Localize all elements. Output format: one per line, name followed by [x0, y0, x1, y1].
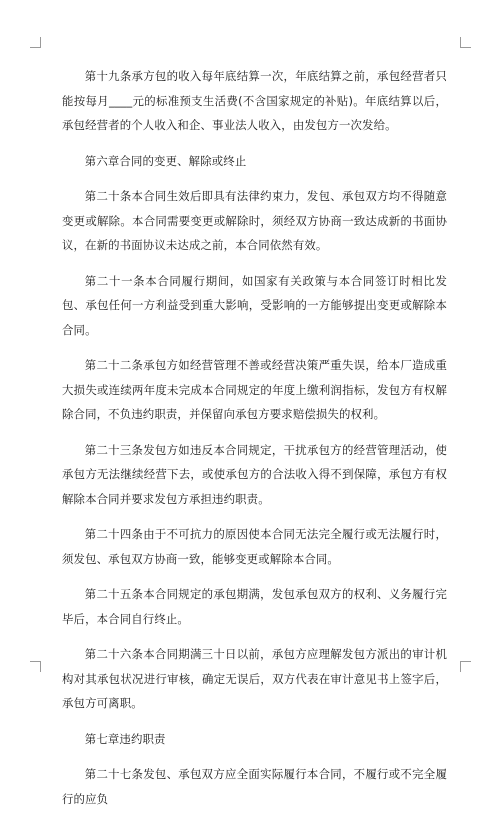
chapter-7-heading: 第七章违约职责 — [84, 731, 166, 746]
article-19-paragraph: 第十九条承方包的收入每年底结算一次，年底结算之前，承包经营者只能按每月____元的标准预支生活费(不含国家规定的补贴)。年底结算以后，承包经营者的个人收入和企、事业法人收入，由发包方一次发给。 — [62, 69, 447, 133]
article-20-paragraph: 第二十条本合同生效后即具有法律约束力，发包、承包双方均不得随意变更或解除。本合同需要变更或解除时，须经双方协商一致达成新的书面协议，在新的书面协议未达成之前，本合同依然有效。 — [62, 188, 447, 253]
article-25-paragraph: 第二十五条本合同规定的承包期满，发包承包双方的权利、义务履行完毕后，本合同自行终止。 — [62, 587, 447, 626]
article-23-paragraph: 第二十三条发包方如违反本合同规定，干扰承包方的经营管理活动，使承包方无法继续经营下去，或使承包方的合法收入得不到保障，承包方有权解除本合同并要求发包方承担违约职责。 — [62, 442, 447, 506]
crop-mark-bottom-right — [460, 661, 471, 672]
document-body — [62, 64, 447, 822]
article-27-paragraph: 第二十七条发包、承包双方应全面实际履行本合同，不履行或不完全履行的应负 — [62, 767, 447, 806]
article-24-paragraph: 第二十四条由于不可抗力的原因使本合同无法完全履行或无法履行时，须发包、承包双方协商一致，能够变更或解除本合同。 — [62, 527, 447, 566]
article-21-paragraph: 第二十一条本合同履行期间，如国家有关政策与本合同签订时相比发包、承包任何一方利益受到重大影响，受影响的一方能够提出变更或解除本合同。 — [62, 273, 447, 337]
article-22-paragraph: 第二十二条承包方如经营管理不善或经营决策严重失误，给本厂造成重大损失或连续两年度未完成本合同规定的年度上缴利润指标，发包方有权解除合同，不负违约职责，并保留向承包方要求赔偿损失的权利。 — [62, 358, 447, 422]
crop-mark-top-right — [460, 37, 471, 48]
crop-mark-bottom-left — [30, 661, 41, 672]
article-26-paragraph: 第二十六条本合同期满三十日以前，承包方应理解发包方派出的审计机构对其承包状况进行审核，确定无误后，双方代表在审计意见书上签字后，承包方可离职。 — [62, 647, 447, 711]
crop-mark-top-left — [30, 37, 41, 48]
chapter-6-heading: 第六章合同的变更、解除或终止 — [84, 153, 247, 168]
